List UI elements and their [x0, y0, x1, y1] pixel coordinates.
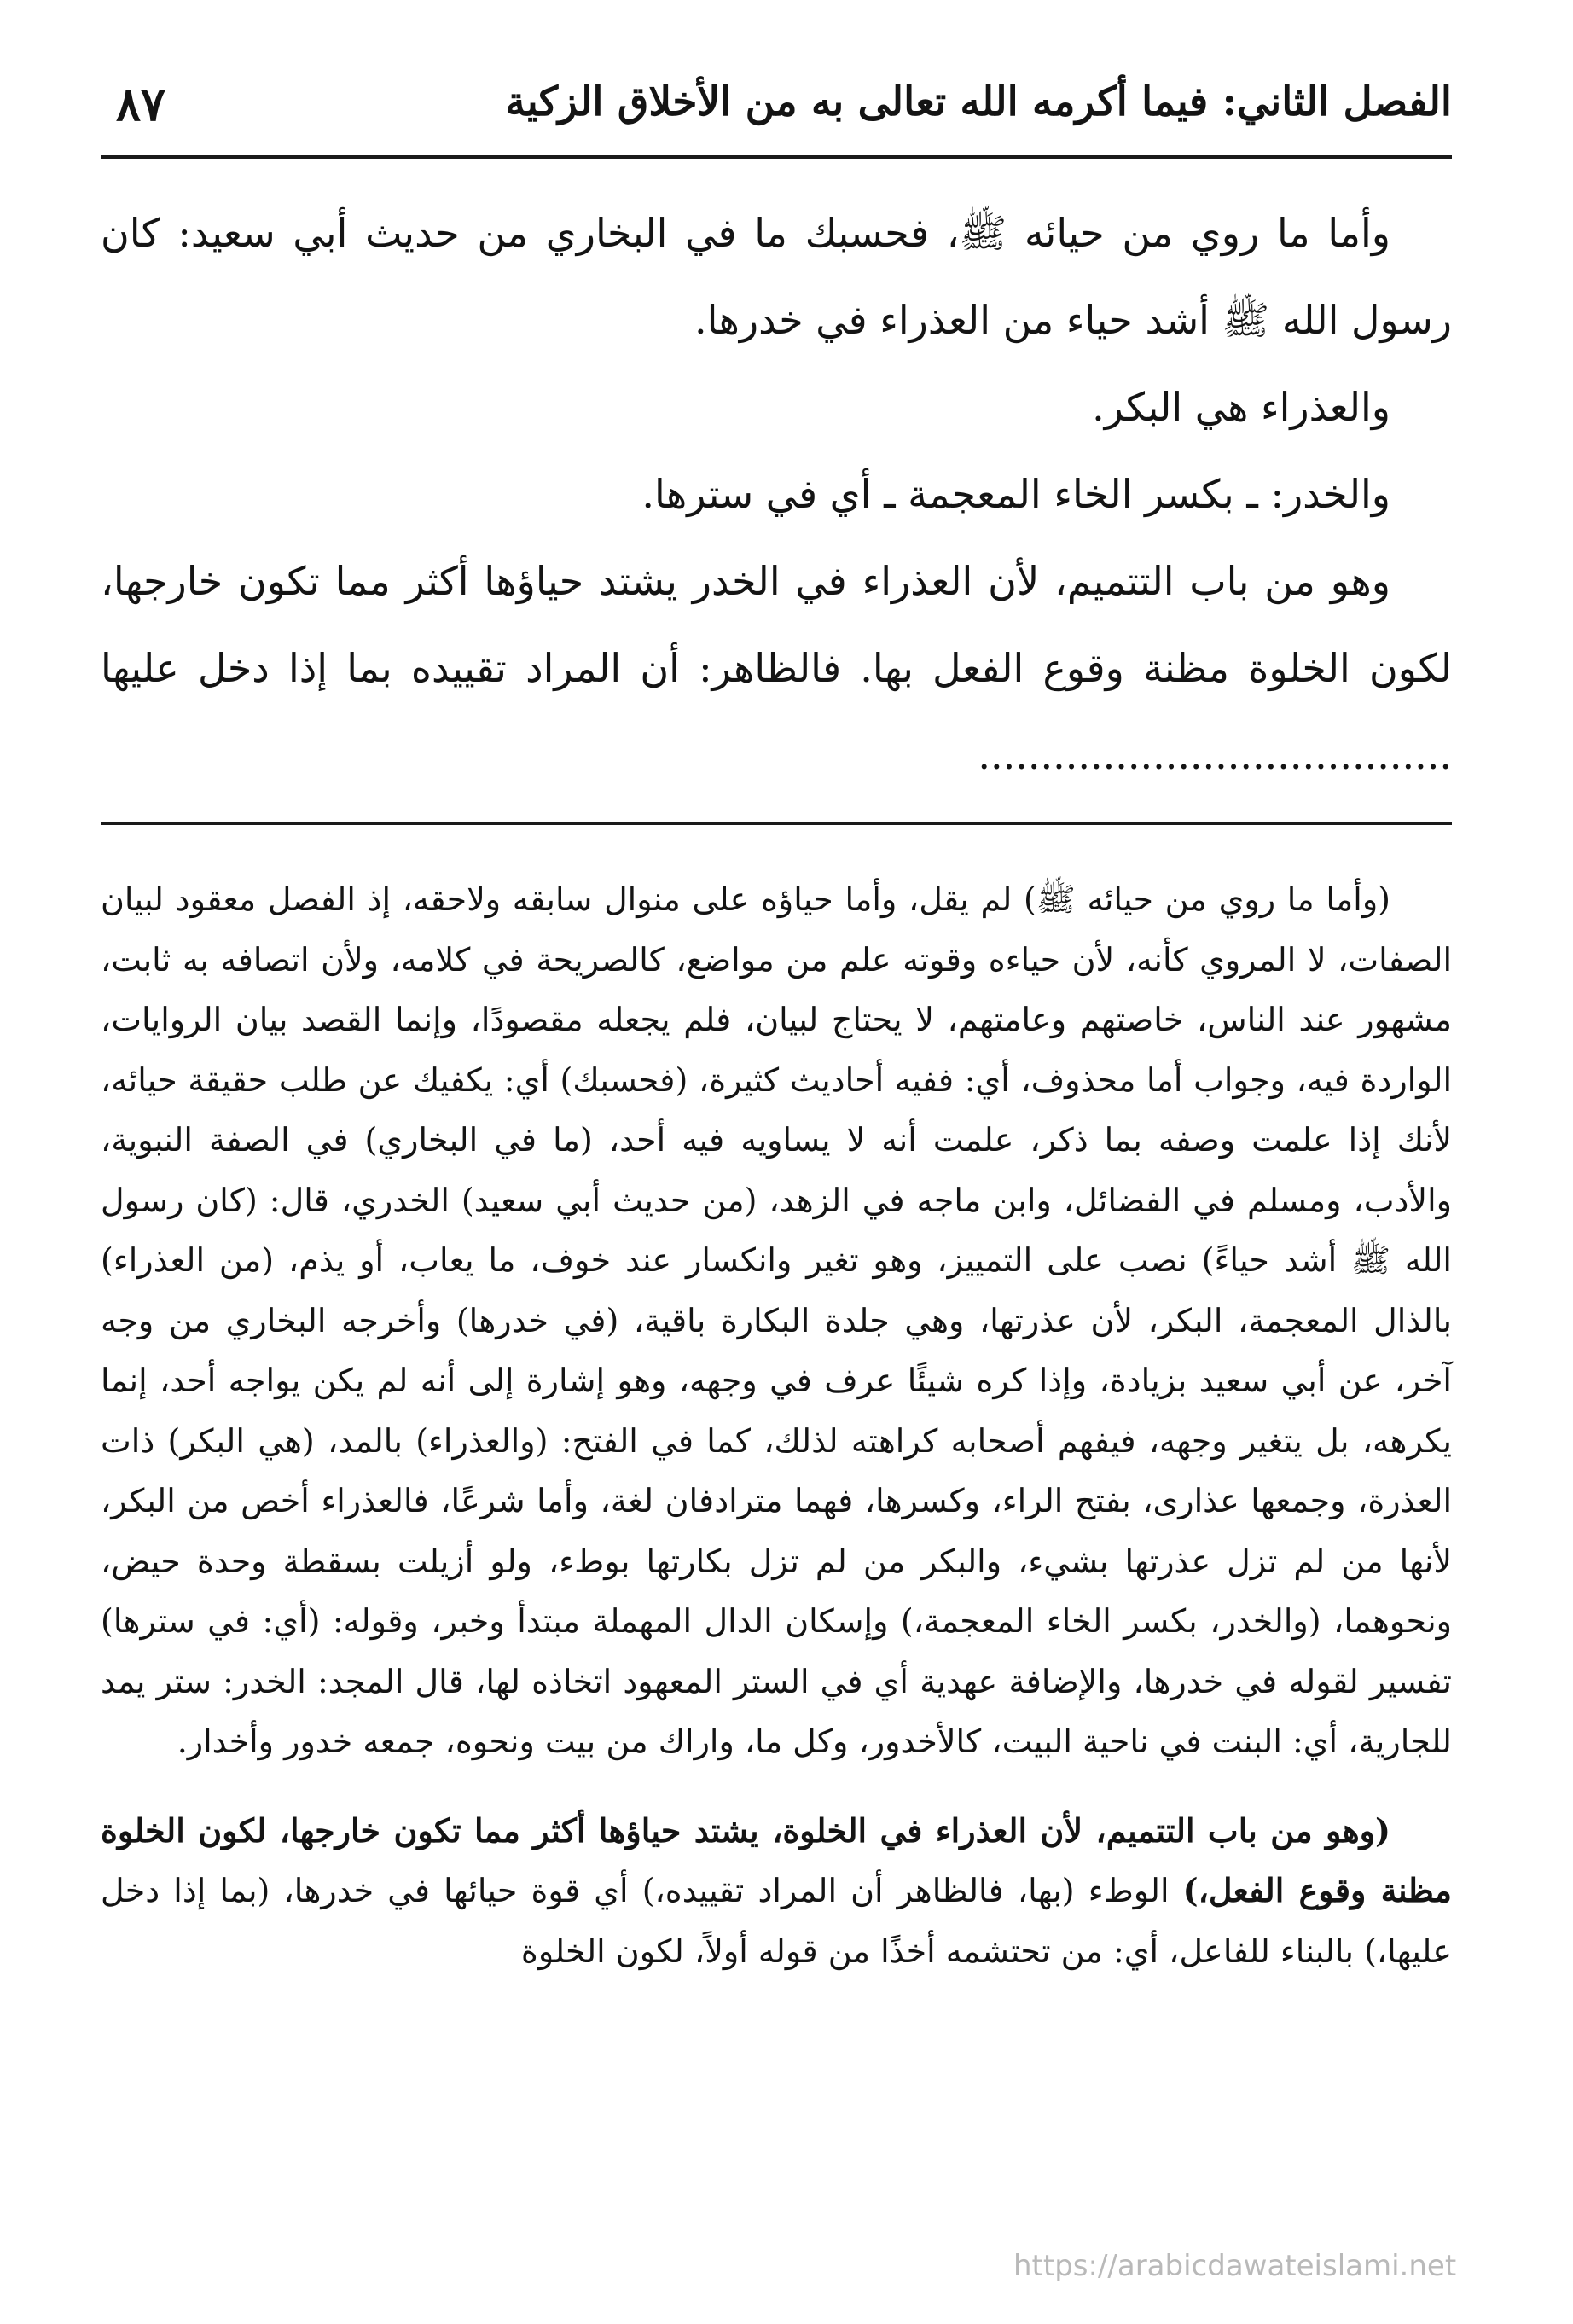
- main-text-block: [101, 189, 1452, 799]
- main-paragraph-text: وهو من باب التتميم، لأن العذراء في الخدر يشتد حياؤها أكثر مما تكون خارجها، لكون الخلوة مظنة وقوع الفعل بها. فالظاهر: أن المراد تقييده بما إذا دخل عليها: [101, 558, 1452, 691]
- main-paragraph-continued: [101, 537, 1452, 799]
- chapter-title: الفصل الثاني: فيما أكرمه الله تعالى به من الأخلاق الزكية: [505, 78, 1452, 125]
- main-paragraph: والعذراء هي البكر.: [1092, 384, 1390, 430]
- commentary-block: [101, 869, 1452, 1981]
- quoted-matn: (وهو من باب التتميم، لأن العذراء في الخلوة، يشتد حياؤها أكثر مما تكون خارجها، لكون الخلوة مظنة وقوع الفعل،): [101, 1810, 1453, 1909]
- commentary-paragraph: [101, 1801, 1452, 1982]
- commentary-paragraph: (وأما ما روي من حيائه ﷺ) لم يقل، وأما حياؤه على منوال سابقه ولاحقه، إذ الفصل معقود لبيان الصفات، لا المروي كأنه، لأن حياءه وقوته علم من مواضع، كالصريحة في كلامه، ولأن اتصافه به ثابت، مشهور عند الناس، خاصتهم وعامتهم، لا يحتاج لبيان، فلم يجعله مقصودًا، وإنما القصد بيان الروايات، الواردة فيه، وجواب أما محذوف، أي: ففيه أحاديث كثيرة، (فحسبك) أي: يكفيك عن طلب حقيقة حيائه، لأنك إذا علمت وصفه بما ذكر، علمت أنه لا يساويه فيه أحد، (ما في البخاري) في الصفة النبوية، والأدب، ومسلم في الفضائل، وابن ماجه في الزهد، (من حديث أبي سعيد) الخدري، قال: (كان رسول الله ﷺ أشد حياءً) نصب على التمييز، وهو تغير وانكسار عند خوف، ما يعاب، أو يذم، (من العذراء) بالذال المعجمة، البكر، لأن عذرتها، وهي جلدة البكارة باقية، (في خدرها) وأخرجه البخاري من وجه آخر، عن أبي سعيد بزيادة، وإذا كره شيئًا عرف في وجهه، وهو إشارة إلى أنه لم يكن يواجه أحد، إنما يكرهه، بل يتغير وجهه، فيفهم أصحابه كراهته لذلك، كما في الفتح: (والعذراء) بالمد، (هي البكر) ذات العذرة، وجمعها عذارى، بفتح الراء، وكسرها، فهما مترادفان لغة، وأما شرعًا، فالعذراء أخص من البكر، لأنها من لم تزل عذرتها بشيء، والبكر من لم تزل بكارتها بوطء، ولو أزيلت بسقطة وحدة حيض، ونحوهما، (والخدر، بكسر الخاء المعجمة،) وإسكان الدال المهملة مبتدأ وخبر، وقوله: (أي: في سترها) تفسير لقوله في خدرها، والإضافة عهدية أي في الستر المعهود اتخاذه لها، قال المجد: الخدر: ستر يمد للجارية، أي: البنت في ناحية البيت، كالأخدور، وكل ما، واراك من بيت ونحوه، جمعه خدور وأخدار.: [101, 880, 1452, 1760]
- page-number: ٨٧: [116, 77, 166, 131]
- site-watermark: https://arabicdawateislami.net: [1013, 2249, 1457, 2283]
- text-commentary-divider: [101, 822, 1452, 825]
- continuation-dots: ......................................: [978, 732, 1452, 778]
- main-paragraph: والخدر: ـ بكسر الخاء المعجمة ـ أي في سترها.: [641, 471, 1390, 517]
- running-header: [101, 67, 1452, 159]
- main-paragraph: وأما ما روي من حيائه ﷺ، فحسبك ما في البخاري من حديث أبي سعيد: كان رسول الله ﷺ أشد حياء من العذراء في خدرها.: [101, 210, 1452, 343]
- book-page: [101, 67, 1452, 1981]
- commentary-text: الوطء (بها، فالظاهر أن المراد تقييده،) أي قوة حيائها في خدرها، (بما إذا دخل عليها،) بالبناء للفاعل، أي: من تحتشمه أخذًا من قوله أولاً، لكون الخلوة: [101, 1872, 1452, 1970]
